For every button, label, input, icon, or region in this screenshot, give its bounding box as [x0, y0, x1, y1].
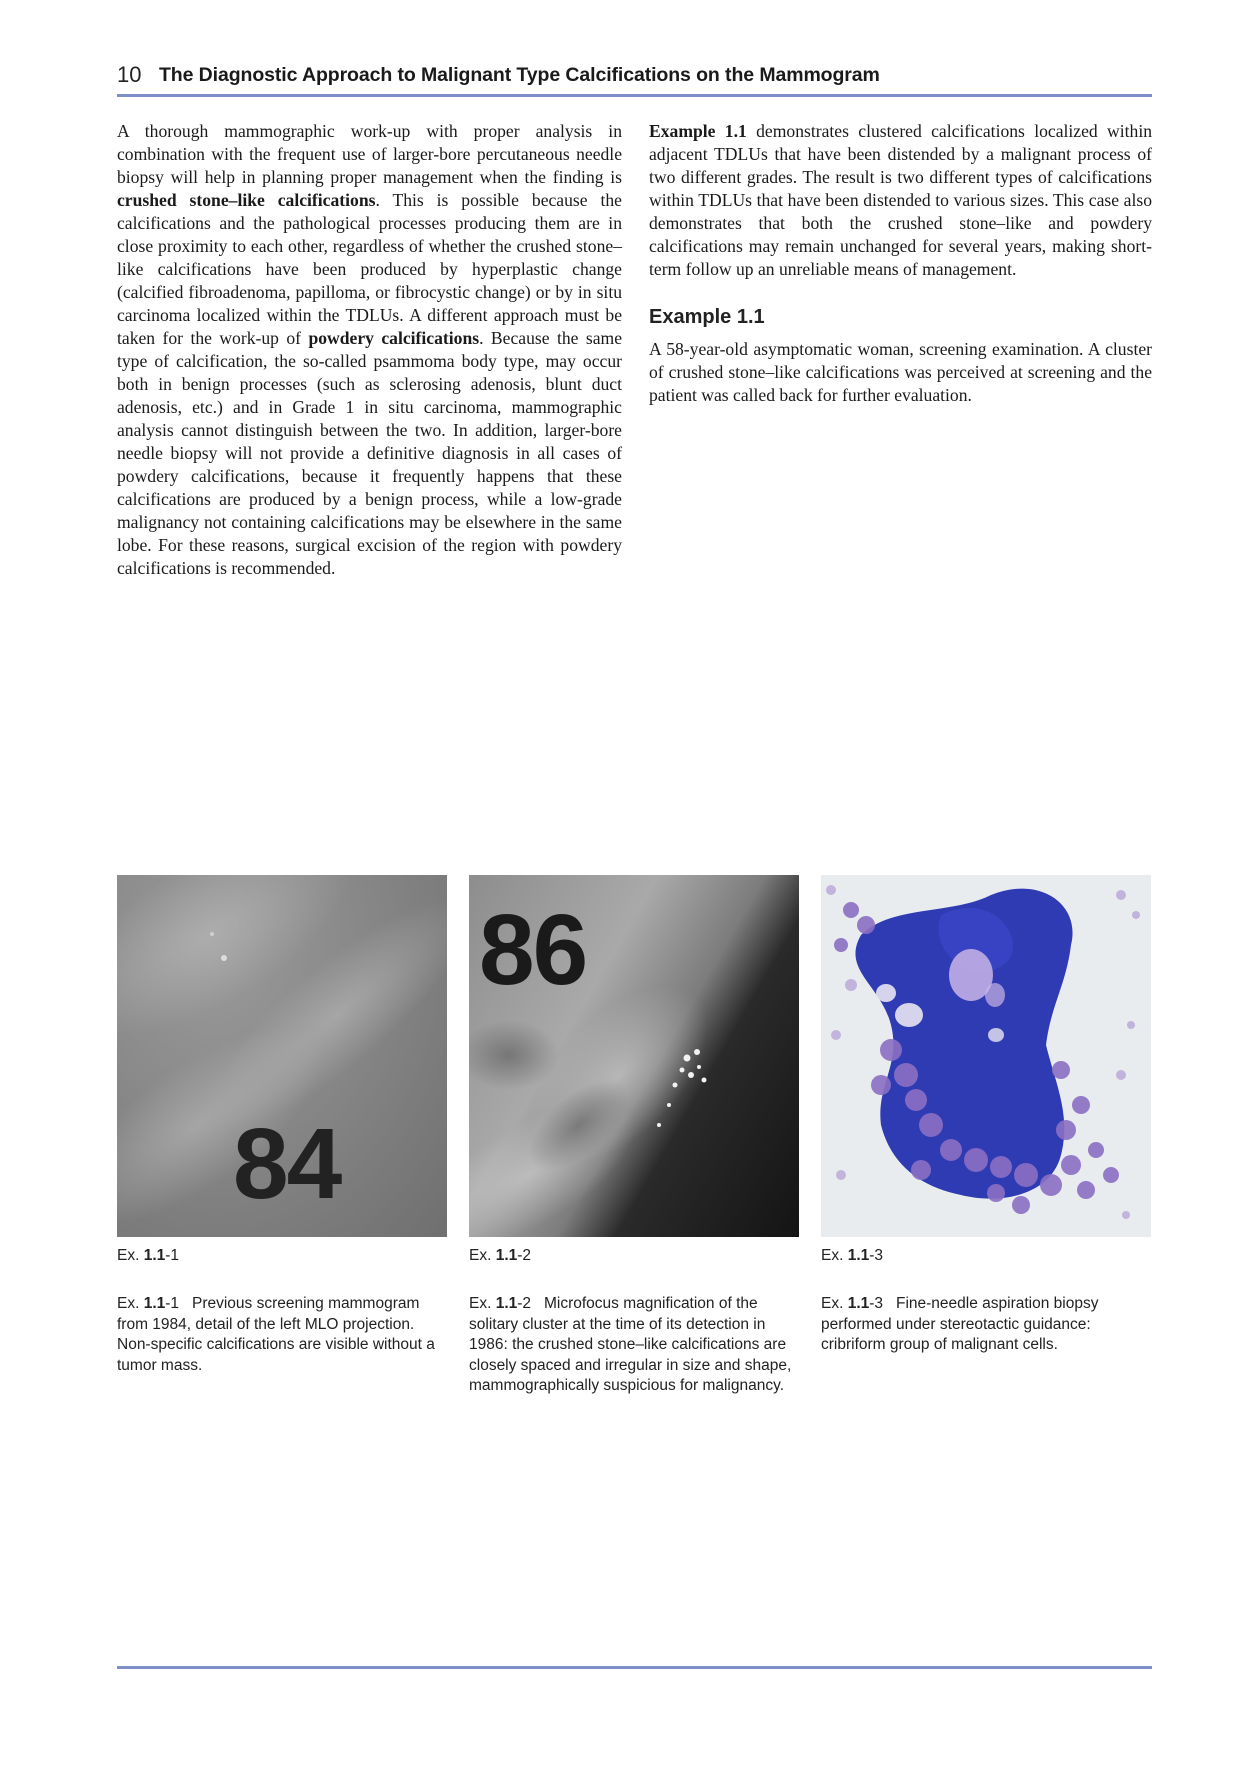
cytology-image [821, 875, 1151, 1237]
label-suffix: -3 [869, 1247, 884, 1264]
caption-text: Fine-needle aspiration biopsy performed under stereotactic guidance: cribriform group of malignant cells. [821, 1295, 1099, 1353]
label-prefix: Ex. [117, 1295, 144, 1312]
caption-text: Previous screening mammogram from 1984, detail of the left MLO projection. Non-specific calcifications are visible without a tumor mass. [117, 1295, 435, 1374]
label-prefix: Ex. [469, 1247, 496, 1264]
text-run: . This is possible because the calcifications and the pathological processes producing them are in close proximity to each other, regardless of whether the crushed stone–like calcifications have been produced by hyperplastic change (calcified fibroadenoma, papilloma, or fibrocystic change) or by in situ carcinoma localized within the TDLUs. A different approach must be taken for the work-up of [117, 190, 622, 348]
page-number: 10 [117, 62, 142, 87]
running-title: The Diagnostic Approach to Malignant Type Calcifications on the Mammogram [159, 64, 880, 86]
bold-term: Example 1.1 [649, 121, 747, 141]
text-run: demonstrates clustered calcifications localized within adjacent TDLUs that have been distended by a malignant process of two different grades. The result is two different types of calcifications within TDLUs that have been distended to various sizes. This case also demonstrates that both the crushed stone–like and powdery calcifications may remain unchanged for several years, making short-term follow up an unreliable means of management. [649, 121, 1153, 279]
bold-term: powdery calcifications [308, 328, 480, 348]
film-number-label: 84 [233, 1108, 341, 1220]
label-prefix: Ex. [117, 1247, 144, 1264]
label-number: 1.1 [847, 1295, 870, 1312]
body-paragraph [117, 120, 622, 580]
label-suffix: -1 [165, 1295, 180, 1312]
caption-text: Microfocus magnification of the solitary cluster at the time of its detection in 1986: the crushed stone–like calcifications are closely spaced and irregular in size and shape, mammographically suspicious for malignancy. [469, 1295, 792, 1394]
mammogram-1984-image [117, 875, 447, 1237]
text-run: A thorough mammographic work-up with proper analysis in combination with the frequent use of larger-bore percutaneous needle biopsy will help in planning proper management when the finding is [117, 121, 622, 187]
label-prefix: Ex. [469, 1295, 496, 1312]
footer-rule [117, 1666, 1152, 1669]
label-number: 1.1 [495, 1295, 518, 1312]
label-suffix: -2 [517, 1295, 532, 1312]
body-paragraph [649, 120, 1152, 281]
body-paragraph: A 58-year-old asymptomatic woman, screening examination. A cluster of crushed stone–like calcifications was perceived at screening and the patient was called back for further evaluation. [649, 339, 1152, 405]
page-header [117, 60, 1152, 97]
figure-caption [117, 1294, 447, 1376]
figure-label [821, 1247, 883, 1265]
label-suffix: -1 [165, 1247, 180, 1264]
figure-caption [469, 1294, 799, 1397]
film-number-label: 86 [479, 894, 587, 1006]
label-number: 1.1 [143, 1247, 166, 1264]
figure-label [469, 1247, 531, 1265]
label-suffix: -2 [517, 1247, 532, 1264]
label-suffix: -3 [869, 1295, 884, 1312]
figure-label [117, 1247, 179, 1265]
example-heading: Example 1.1 [649, 306, 765, 328]
body-column-left [117, 120, 622, 580]
bold-term: crushed stone–like calcifications [117, 190, 376, 210]
label-number: 1.1 [847, 1247, 870, 1264]
label-prefix: Ex. [821, 1247, 848, 1264]
label-number: 1.1 [495, 1247, 518, 1264]
label-number: 1.1 [143, 1295, 166, 1312]
figure-caption [821, 1294, 1151, 1356]
magnification-1986-image [469, 875, 799, 1237]
body-column-right [649, 120, 1152, 407]
text-run: . Because the same type of calcification, the so-called psammoma body type, may occur both in benign processes (such as sclerosing adenosis, blunt duct adenosis, etc.) and in Grade 1 in situ carcinoma, mammographic analysis cannot distinguish between the two. In addition, larger-bore needle biopsy will not provide a definitive diagnosis in all cases of powdery calcifications, because it frequently happens that these calcifications are produced by a benign process, while a low-grade malignancy not containing calcifications may be elsewhere in the same lobe. For these reasons, surgical excision of the region with powdery calcifications is recommended. [117, 328, 622, 578]
cytology-cell-cluster [821, 875, 1151, 1237]
label-prefix: Ex. [821, 1295, 848, 1312]
